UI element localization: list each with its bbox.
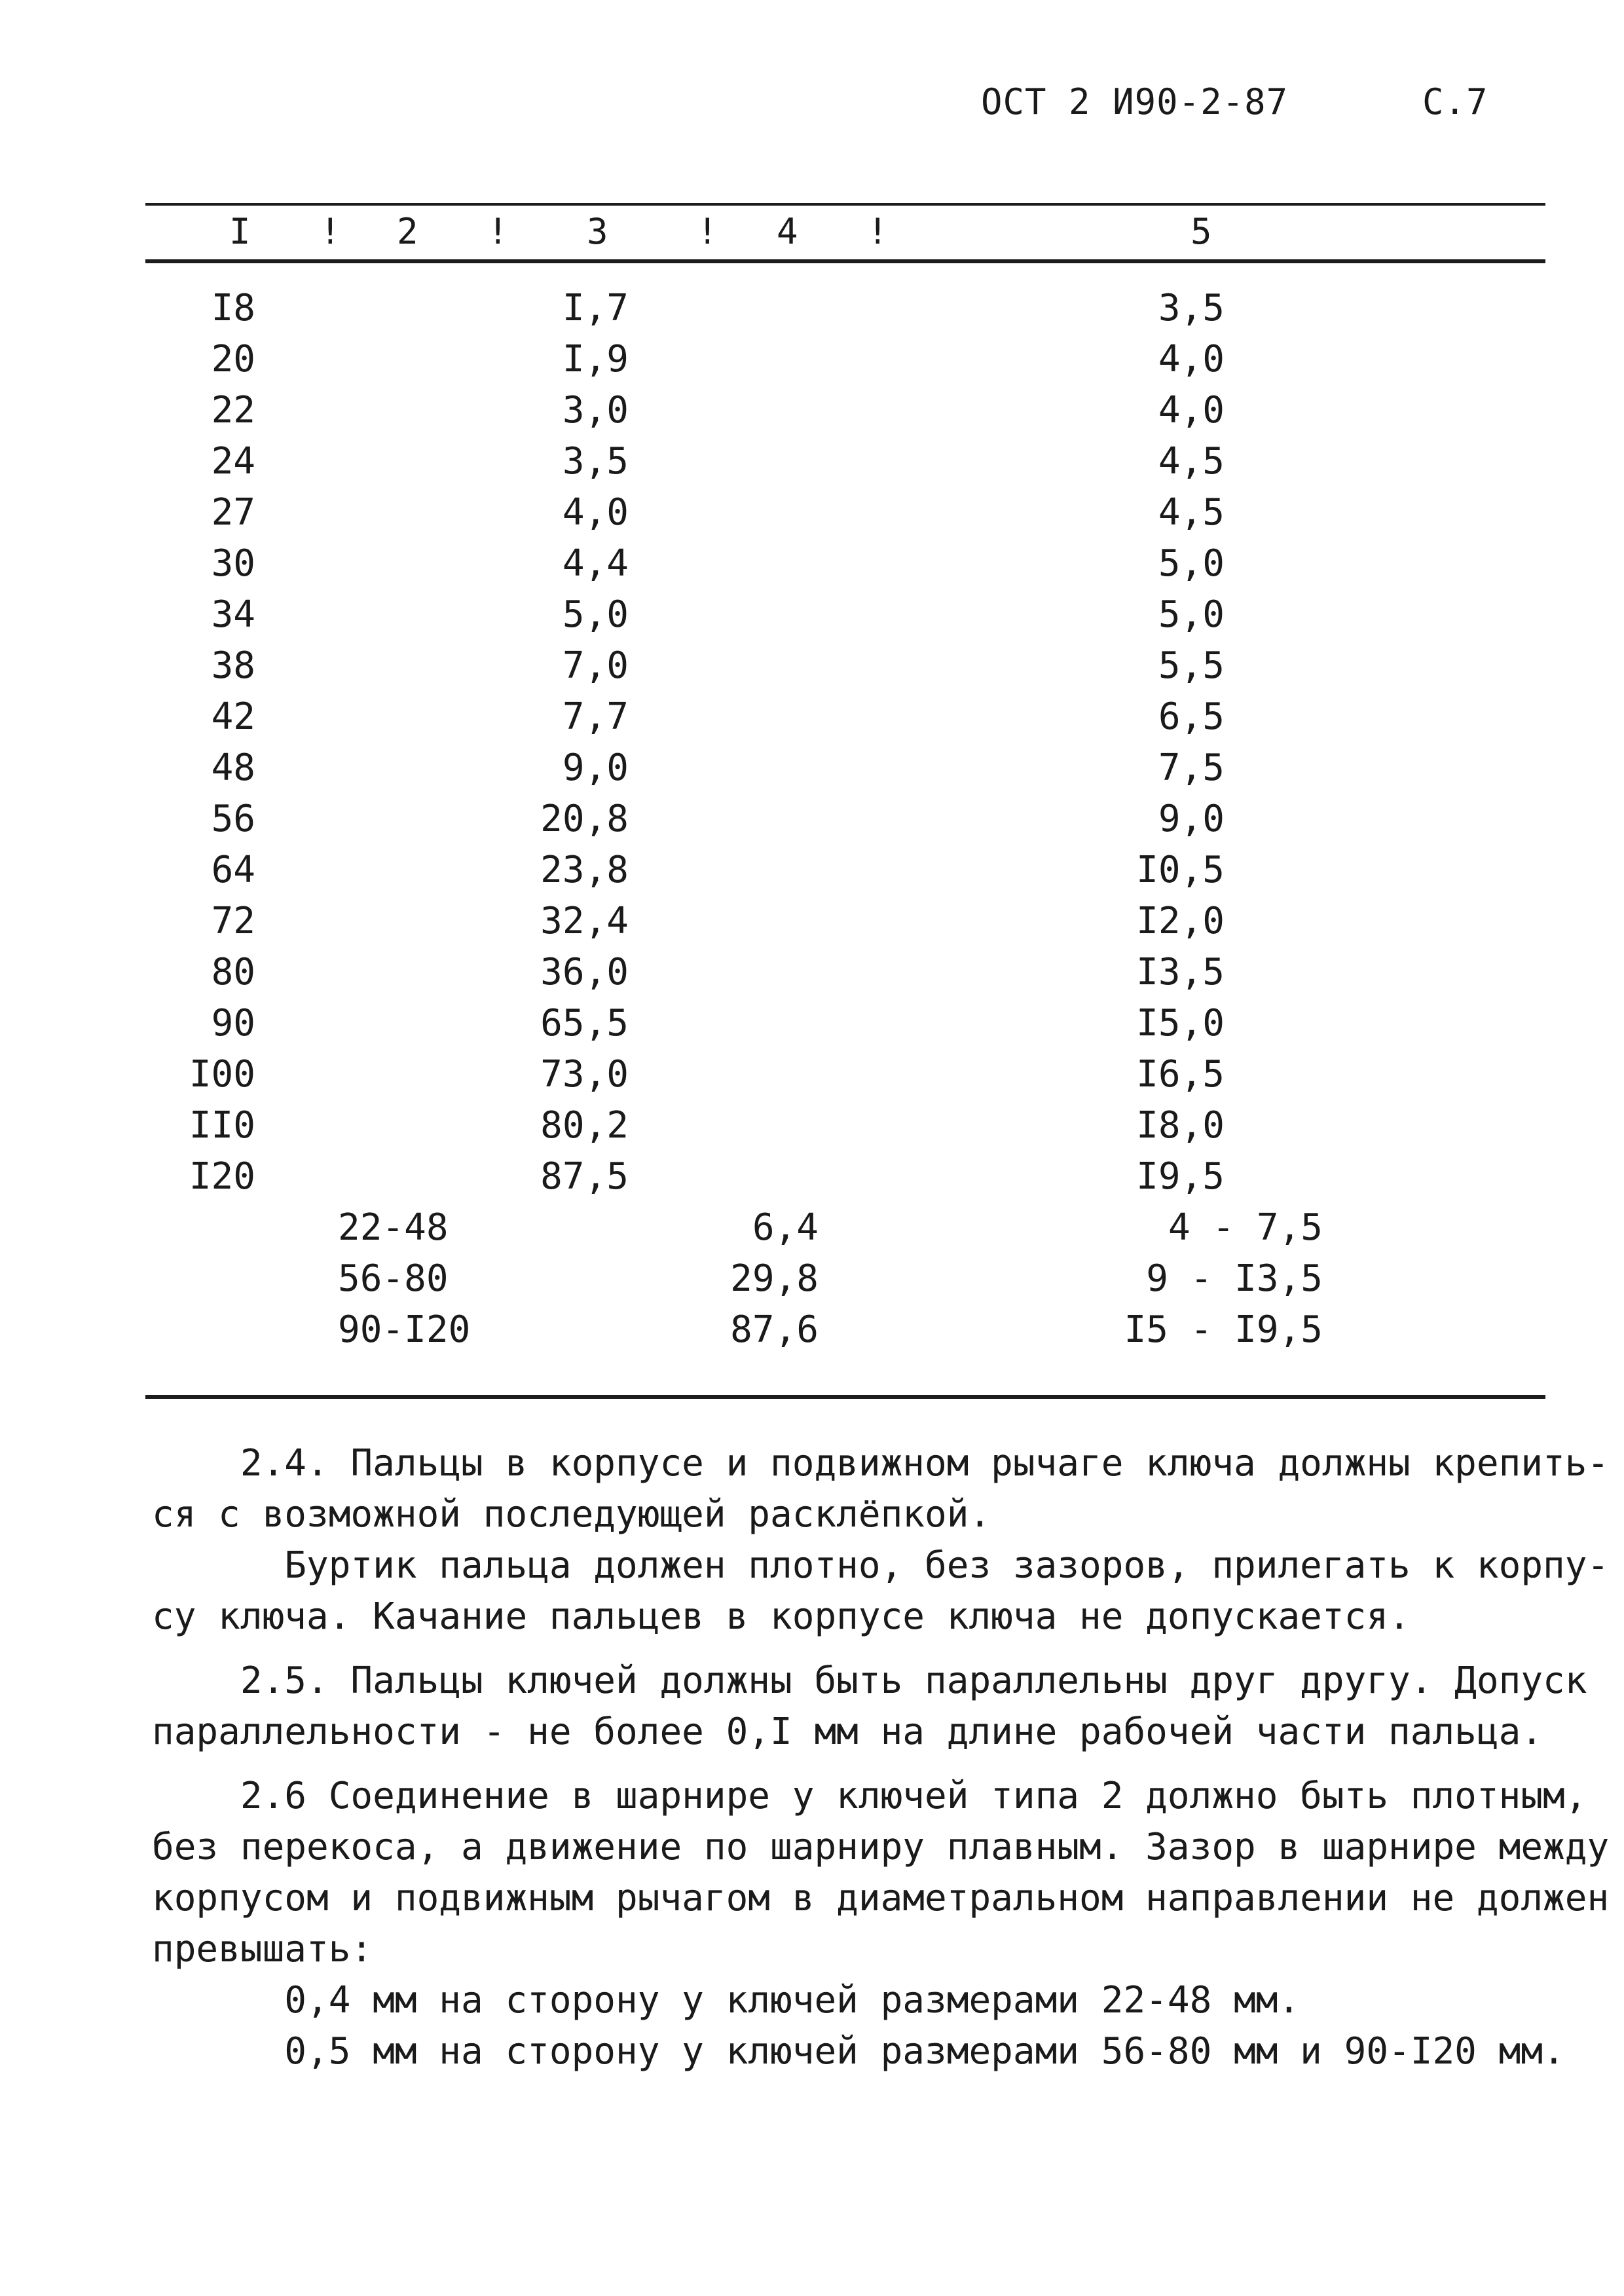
text-line: су ключа. Качание пальцев в корпусе ключа не допускается.	[152, 1595, 1411, 1638]
text-line: 0,4 мм на сторону у ключей размерами 22-48 мм.	[152, 1979, 1301, 2022]
table-cell-size: 72	[211, 900, 255, 942]
table-header-rule	[145, 259, 1545, 263]
table-cell-col5: 9 - I3,5	[1146, 1257, 1323, 1300]
table-cell-col3: 5,0	[562, 593, 629, 636]
table-cell-col4: 29,8	[730, 1257, 819, 1300]
table-cell-col3: 4,0	[562, 491, 629, 534]
table-cell-size: 34	[211, 593, 255, 636]
table-cell-col3: 4,4	[562, 542, 629, 585]
table-cell-col3: 23,8	[540, 849, 629, 891]
table-cell-range: 56-80	[338, 1257, 449, 1300]
table-cell-col5: I3,5	[1136, 951, 1225, 993]
table-cell-size: 24	[211, 440, 255, 483]
col-separator: !	[867, 211, 889, 252]
col-header-5: 5	[1190, 211, 1212, 252]
text-line: без перекоса, а движение по шарниру плавным. Зазор в шарнире между	[152, 1826, 1610, 1868]
table-cell-size: I20	[189, 1155, 255, 1198]
table-top-rule	[145, 203, 1545, 206]
table-cell-col5: 4,5	[1158, 440, 1225, 483]
table-cell-col3: I,9	[562, 338, 629, 380]
text-line: 2.6 Соединение в шарнире у ключей типа 2 должно быть плотным,	[152, 1775, 1587, 1817]
table-cell-size: 48	[211, 747, 255, 789]
table-cell-col5: 5,0	[1158, 593, 1225, 636]
table-cell-col5: I5 - I9,5	[1124, 1308, 1323, 1351]
table-cell-col3: 87,5	[540, 1155, 629, 1198]
table-cell-col5: 3,5	[1158, 287, 1225, 329]
table-cell-size: I8	[211, 287, 255, 329]
table-cell-range: 90-I20	[338, 1308, 471, 1351]
text-line: 0,5 мм на сторону у ключей размерами 56-80 мм и 90-I20 мм.	[152, 2030, 1565, 2073]
col-separator: !	[487, 211, 509, 252]
table-cell-col5: 5,5	[1158, 644, 1225, 687]
table-bottom-rule	[145, 1395, 1545, 1399]
table-cell-col5: I6,5	[1136, 1053, 1225, 1096]
table-cell-size: 30	[211, 542, 255, 585]
text-line: превышать:	[152, 1928, 373, 1971]
page-number: С.7	[1422, 81, 1488, 122]
table-cell-size: 20	[211, 338, 255, 380]
table-cell-col5: 4 - 7,5	[1168, 1206, 1323, 1249]
col-separator: !	[697, 211, 718, 252]
text-line: ся с возможной последующей расклёпкой.	[152, 1493, 991, 1536]
table-cell-size: 27	[211, 491, 255, 534]
table-cell-col5: 5,0	[1158, 542, 1225, 585]
table-cell-col5: I5,0	[1136, 1002, 1225, 1045]
text-line: Буртик пальца должен плотно, без зазоров, прилегать к корпу-	[152, 1544, 1610, 1587]
table-cell-size: 42	[211, 695, 255, 738]
table-cell-size: 56	[211, 798, 255, 840]
table-cell-col3: 65,5	[540, 1002, 629, 1045]
table-cell-col3: 3,5	[562, 440, 629, 483]
col-separator: !	[320, 211, 341, 252]
table-cell-range: 22-48	[338, 1206, 449, 1249]
table-cell-size: I00	[189, 1053, 255, 1096]
document-code: ОСТ 2 И90-2-87	[981, 81, 1289, 122]
table-cell-col3: 73,0	[540, 1053, 629, 1096]
table-cell-col3: 3,0	[562, 389, 629, 432]
table-cell-col5: 6,5	[1158, 695, 1225, 738]
table-cell-col5: 9,0	[1158, 798, 1225, 840]
table-cell-col3: 36,0	[540, 951, 629, 993]
table-cell-col5: I8,0	[1136, 1104, 1225, 1147]
text-line: 2.5. Пальцы ключей должны быть параллельны друг другу. Допуск	[152, 1659, 1587, 1702]
table-cell-size: 64	[211, 849, 255, 891]
table-cell-col5: I9,5	[1136, 1155, 1225, 1198]
table-cell-col5: I0,5	[1136, 849, 1225, 891]
text-line: корпусом и подвижным рычагом в диаметральном направлении не должен	[152, 1877, 1610, 1919]
table-cell-col3: I,7	[562, 287, 629, 329]
table-cell-size: 22	[211, 389, 255, 432]
table-cell-col3: 32,4	[540, 900, 629, 942]
table-cell-size: II0	[189, 1104, 255, 1147]
table-cell-col4: 87,6	[730, 1308, 819, 1351]
table-cell-col5: 7,5	[1158, 747, 1225, 789]
col-header-2: 2	[397, 211, 418, 252]
table-cell-size: 38	[211, 644, 255, 687]
table-cell-col4: 6,4	[752, 1206, 819, 1249]
col-header-4: 4	[777, 211, 798, 252]
table-cell-col5: 4,0	[1158, 389, 1225, 432]
table-cell-col5: 4,0	[1158, 338, 1225, 380]
col-header-1: I	[229, 211, 251, 252]
table-cell-col5: 4,5	[1158, 491, 1225, 534]
table-cell-col3: 20,8	[540, 798, 629, 840]
table-cell-col3: 9,0	[562, 747, 629, 789]
text-line: 2.4. Пальцы в корпусе и подвижном рычаге ключа должны крепить-	[152, 1442, 1610, 1485]
table-cell-col3: 7,7	[562, 695, 629, 738]
table-cell-size: 90	[211, 1002, 255, 1045]
table-cell-size: 80	[211, 951, 255, 993]
table-cell-col3: 80,2	[540, 1104, 629, 1147]
col-header-3: 3	[587, 211, 608, 252]
table-cell-col5: I2,0	[1136, 900, 1225, 942]
text-line: параллельности - не более 0,I мм на длине рабочей части пальца.	[152, 1711, 1543, 1753]
table-cell-col3: 7,0	[562, 644, 629, 687]
